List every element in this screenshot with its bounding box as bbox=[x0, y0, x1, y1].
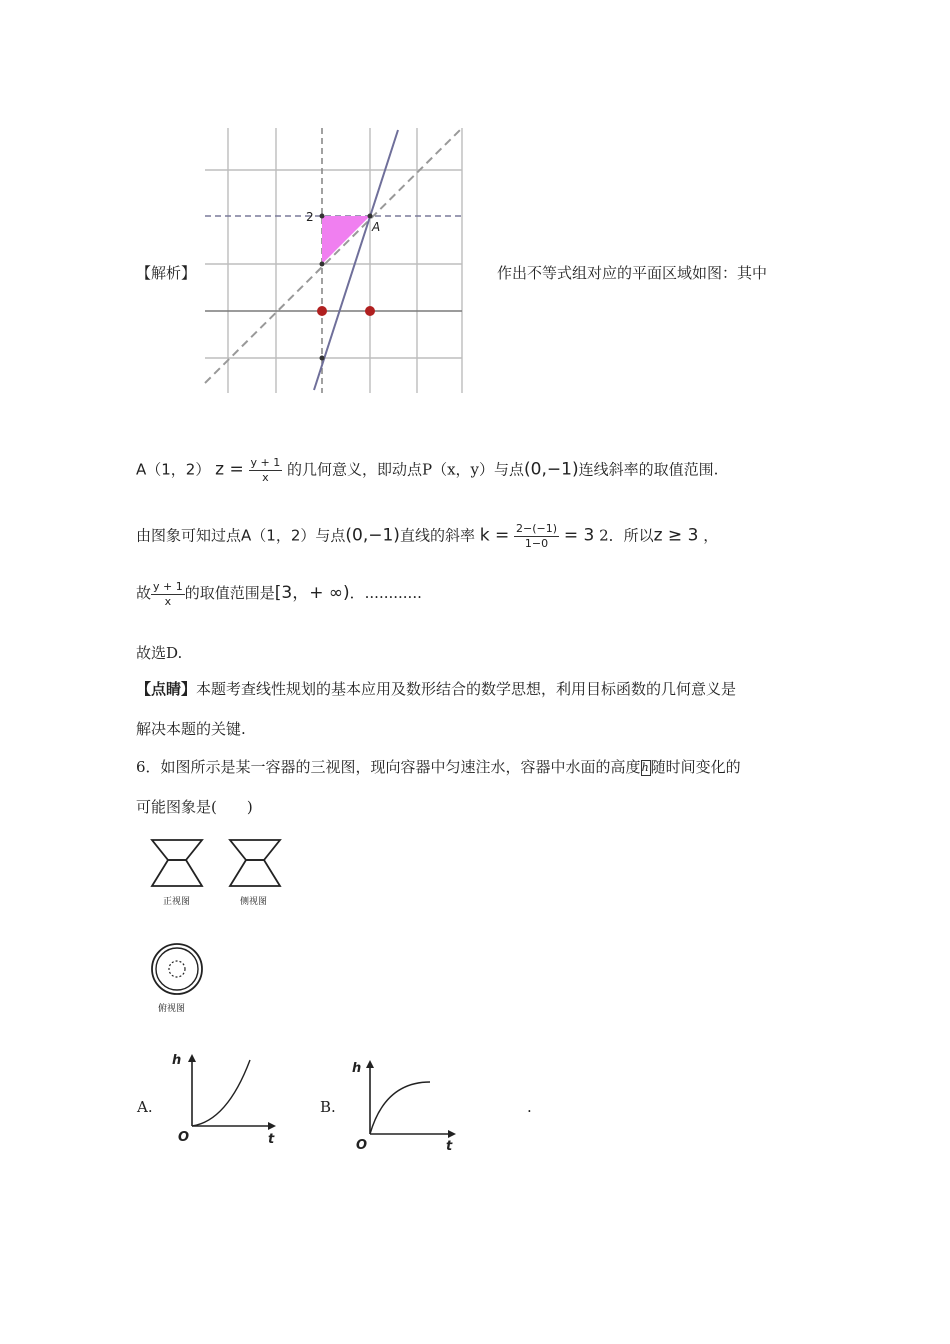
fraction bbox=[151, 580, 185, 609]
line2-text: 由图象可知过点 bbox=[136, 526, 242, 545]
front-view-label: 正视图 bbox=[163, 897, 191, 907]
fraction-denominator: x bbox=[164, 594, 172, 608]
question-6-line-2: 可能图象是( ) bbox=[136, 798, 253, 816]
question-text-tail: 随时间变化的 bbox=[650, 758, 741, 776]
origin-label: O bbox=[178, 1130, 190, 1145]
explanation-line-2 bbox=[136, 522, 718, 551]
slope-fraction bbox=[514, 522, 559, 551]
fraction-denominator: x bbox=[262, 471, 269, 484]
fraction bbox=[249, 456, 283, 485]
k-value: = 3 bbox=[563, 525, 595, 546]
h-variable: h bbox=[641, 761, 649, 774]
comment-tag: 【点睛】 bbox=[136, 680, 197, 698]
option-a-graph bbox=[172, 1046, 282, 1146]
axis-t-label: t bbox=[268, 1132, 275, 1146]
question-text: 6．如图所示是某一容器的三视图，现向容器中匀速注水，容器中水面的高度 bbox=[136, 758, 641, 776]
option-b-label[interactable]: B. bbox=[320, 1098, 336, 1116]
line2-text-b: 与点 bbox=[315, 526, 346, 545]
line2-tail: 2．所以 bbox=[599, 526, 654, 545]
red-dot bbox=[317, 306, 327, 316]
side-view-label: 侧视图 bbox=[240, 897, 268, 907]
axis-h-label: h bbox=[172, 1053, 182, 1068]
objective-line bbox=[314, 130, 398, 390]
fraction-numerator: y + 1 bbox=[250, 456, 281, 469]
trailing-dot: . bbox=[527, 1098, 532, 1116]
option-a-label[interactable]: A. bbox=[137, 1098, 153, 1116]
z-equation: z = bbox=[215, 459, 244, 480]
point-zero: (0,−1) bbox=[345, 525, 400, 546]
point-marker bbox=[320, 262, 325, 267]
point-a-marker bbox=[368, 214, 373, 219]
question-6-line-1 bbox=[136, 756, 741, 777]
slope-denominator: 1−0 bbox=[524, 537, 549, 550]
point-a-text: A（1，2） bbox=[136, 460, 211, 479]
axis-h-label: h bbox=[352, 1061, 362, 1076]
analysis-intro: 作出不等式组对应的平面区域如图：其中 bbox=[497, 264, 768, 282]
comment-line-2: 解决本题的关键. bbox=[136, 720, 246, 738]
side-view-drawing bbox=[226, 836, 286, 892]
comment-line-1 bbox=[136, 678, 736, 699]
feasible-region-graph bbox=[200, 128, 465, 393]
k-equation: k = bbox=[479, 525, 510, 546]
label-a: A bbox=[372, 220, 381, 234]
line3-prefix: 故 bbox=[136, 584, 152, 602]
origin-label: O bbox=[356, 1138, 368, 1152]
answer: 故选D. bbox=[136, 644, 183, 662]
comment-text-1: 本题考查线性规划的基本应用及数形结合的数学思想，利用目标函数的几何意义是 bbox=[196, 680, 737, 698]
analysis-tag: 【解析】 bbox=[136, 264, 197, 282]
red-dot bbox=[365, 306, 375, 316]
line3-tail: ．............ bbox=[349, 584, 422, 602]
front-view-drawing bbox=[148, 836, 208, 892]
line2-text-c: 直线的斜率 bbox=[399, 526, 475, 545]
line2-comma: ， bbox=[703, 526, 719, 545]
slope-numerator: 2−(−1) bbox=[516, 522, 558, 535]
line3-text: 的取值范围是 bbox=[184, 584, 275, 602]
axis-t-label: t bbox=[446, 1139, 453, 1152]
line1-text2: 连线斜率的取值范围. bbox=[578, 460, 719, 479]
top-view-drawing bbox=[148, 940, 206, 998]
top-view-label: 俯视图 bbox=[158, 1004, 186, 1014]
point-zero: (0,−1) bbox=[524, 459, 579, 480]
point-marker bbox=[320, 356, 325, 361]
explanation-line-3 bbox=[136, 578, 422, 609]
range: [3，+ ∞) bbox=[274, 583, 350, 603]
explanation-line-1 bbox=[136, 456, 718, 485]
graph-grid bbox=[205, 128, 462, 393]
label-two: 2 bbox=[306, 210, 314, 224]
line1-text: 的几何意义，即动点P（x，y）与点 bbox=[287, 460, 525, 479]
point-a-text: A（1，2） bbox=[241, 526, 316, 545]
inequality: z ≥ 3 bbox=[653, 525, 699, 546]
point-marker bbox=[320, 214, 325, 219]
dashed-diagonal-line bbox=[205, 130, 460, 383]
fraction-numerator: y + 1 bbox=[153, 579, 183, 593]
option-b-graph bbox=[350, 1052, 465, 1152]
